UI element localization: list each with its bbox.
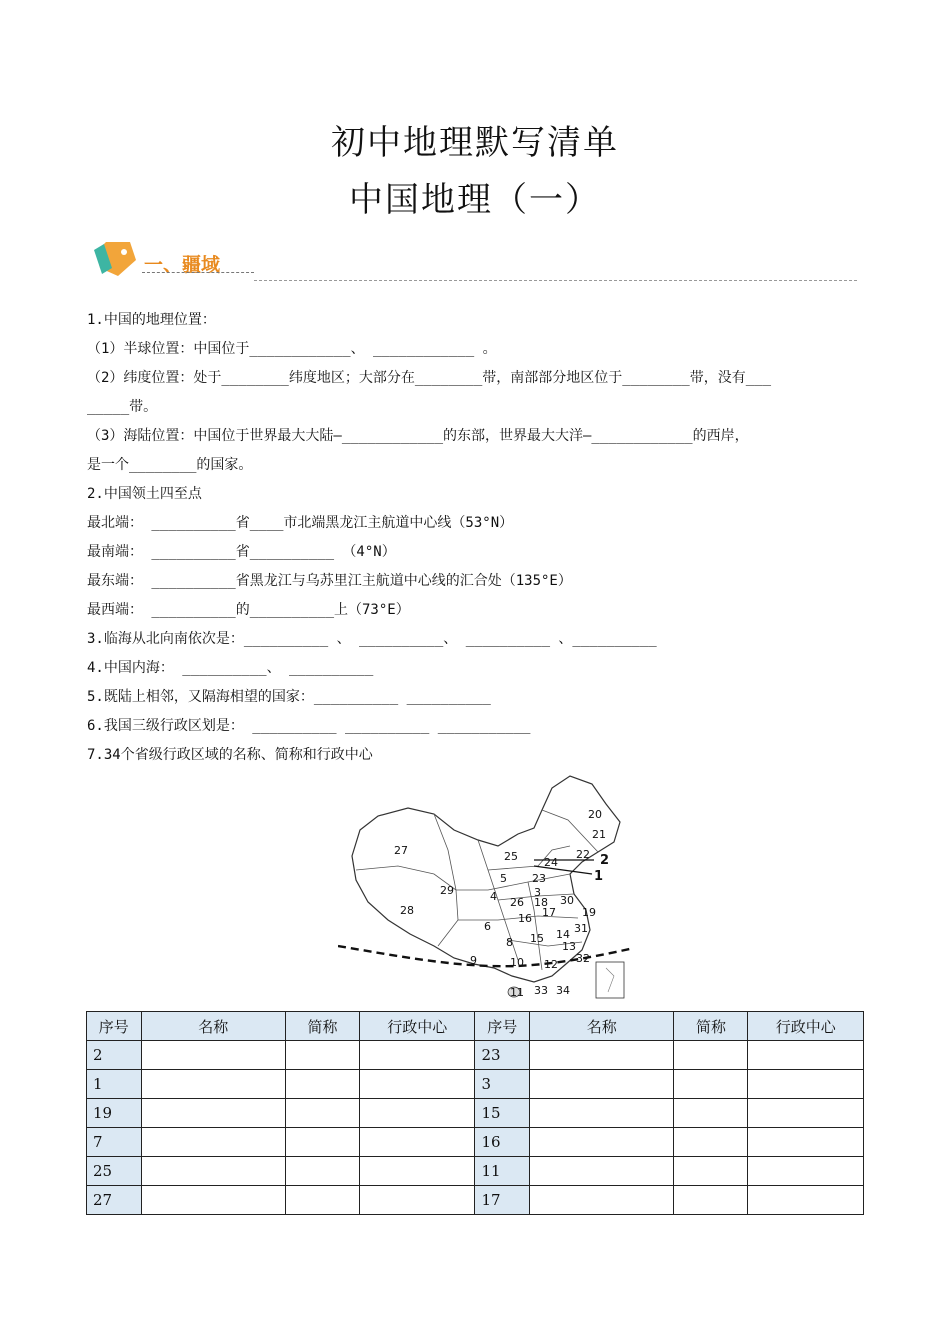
answer-cell[interactable] (748, 1128, 864, 1157)
map-region-label: 17 (542, 906, 556, 919)
row-number: 27 (87, 1186, 142, 1215)
map-region-label: 30 (560, 894, 574, 907)
map-region-label: 11 (510, 986, 524, 999)
row-number: 25 (87, 1157, 142, 1186)
answer-cell[interactable] (359, 1070, 475, 1099)
question-line: 5.既陆上相邻，又隔海相望的国家：__________ __________ (87, 689, 491, 705)
tag-icon (92, 238, 138, 278)
row-number: 23 (475, 1041, 530, 1070)
column-header: 行政中心 (748, 1012, 864, 1041)
column-header: 名称 (141, 1012, 285, 1041)
map-region-label: 21 (592, 828, 606, 841)
map-region-label: 4 (490, 890, 497, 903)
page-subtitle: 中国地理（一） (349, 180, 601, 220)
map-region-label: 5 (500, 872, 507, 885)
question-line: 6.我国三级行政区划是： __________ __________ ___________ (87, 718, 531, 734)
answer-cell[interactable] (674, 1099, 748, 1128)
row-number: 1 (87, 1070, 142, 1099)
row-number: 15 (475, 1099, 530, 1128)
answer-cell[interactable] (141, 1157, 285, 1186)
map-region-label: 22 (576, 848, 590, 861)
answer-cell[interactable] (285, 1157, 359, 1186)
row-number: 3 (475, 1070, 530, 1099)
answer-cell[interactable] (530, 1157, 674, 1186)
table-row (87, 1099, 864, 1128)
question-line: 2.中国领土四至点 (87, 486, 202, 502)
map-region-label: 1 (594, 869, 604, 884)
answer-cell[interactable] (359, 1099, 475, 1128)
map-region-label: 12 (544, 958, 558, 971)
row-number: 2 (87, 1041, 142, 1070)
answer-cell[interactable] (674, 1157, 748, 1186)
map-region-label: 2 (600, 853, 610, 868)
china-province-map (338, 770, 638, 1002)
answer-cell[interactable] (359, 1157, 475, 1186)
answer-cell[interactable] (141, 1070, 285, 1099)
answer-cell[interactable] (359, 1186, 475, 1215)
question-line: 4.中国内海： __________、 __________ (87, 660, 374, 676)
map-region-label: 28 (400, 904, 414, 917)
map-region-label: 20 (588, 808, 602, 821)
answer-cell[interactable] (359, 1128, 475, 1157)
map-region-label: 14 (556, 928, 570, 941)
map-region-label: 34 (556, 984, 570, 997)
map-region-label: 18 (534, 896, 548, 909)
answer-cell[interactable] (141, 1099, 285, 1128)
table-row (87, 1070, 864, 1099)
map-region-label: 32 (576, 952, 590, 965)
answer-cell[interactable] (141, 1186, 285, 1215)
map-region-label: 8 (506, 936, 513, 949)
column-header: 简称 (674, 1012, 748, 1041)
question-line: （3）海陆位置：中国位于世界最大大陆—____________的东部，世界最大大洋—____________的西岸， (87, 428, 749, 444)
map-region-label: 6 (484, 920, 491, 933)
question-line: _____带。 (87, 399, 158, 415)
answer-cell[interactable] (674, 1186, 748, 1215)
answer-cell[interactable] (748, 1041, 864, 1070)
question-line: 最东端： __________省黑龙江与乌苏里江主航道中心线的汇合处（135°E） (87, 573, 572, 589)
answer-cell[interactable] (285, 1186, 359, 1215)
map-region-label: 31 (574, 922, 588, 935)
column-header: 序号 (87, 1012, 142, 1041)
answer-cell[interactable] (285, 1128, 359, 1157)
map-region-label: 9 (470, 954, 477, 967)
column-header: 行政中心 (359, 1012, 475, 1041)
answer-cell[interactable] (530, 1128, 674, 1157)
row-number: 16 (475, 1128, 530, 1157)
question-line: （1）半球位置：中国位于____________、 ____________ 。 (87, 341, 497, 357)
answer-cell[interactable] (530, 1186, 674, 1215)
section-header (92, 236, 857, 280)
question-line: 是一个________的国家。 (87, 457, 253, 473)
divider (254, 280, 857, 281)
answer-cell[interactable] (530, 1041, 674, 1070)
row-number: 19 (87, 1099, 142, 1128)
row-number: 7 (87, 1128, 142, 1157)
answer-cell[interactable] (285, 1041, 359, 1070)
column-header: 名称 (530, 1012, 674, 1041)
map-figure (338, 770, 638, 1002)
answer-cell[interactable] (285, 1099, 359, 1128)
page-title: 初中地理默写清单 (331, 123, 619, 163)
map-region-label: 16 (518, 912, 532, 925)
answer-cell[interactable] (141, 1128, 285, 1157)
map-region-label: 19 (582, 906, 596, 919)
section-title: 一、疆域 (144, 254, 221, 276)
answer-cell[interactable] (530, 1099, 674, 1128)
map-region-label: 10 (510, 956, 524, 969)
question-line: 7.34个省级行政区域的名称、简称和行政中心 (87, 747, 373, 763)
answer-cell[interactable] (674, 1070, 748, 1099)
map-region-label: 15 (530, 932, 544, 945)
map-region-label: 27 (394, 844, 408, 857)
map-region-label: 29 (440, 884, 454, 897)
map-region-label: 3 (534, 886, 541, 899)
answer-cell[interactable] (748, 1157, 864, 1186)
answer-cell[interactable] (674, 1041, 748, 1070)
answer-cell[interactable] (359, 1041, 475, 1070)
question-line: 3.临海从北向南依次是：__________ 、 __________、 __________ 、__________ (87, 631, 657, 647)
map-region-label: 24 (544, 856, 558, 869)
map-region-label: 33 (534, 984, 548, 997)
divider (142, 272, 254, 273)
answer-cell[interactable] (748, 1070, 864, 1099)
answer-cell[interactable] (141, 1041, 285, 1070)
question-line: 最西端： __________的__________上（73°E） (87, 602, 410, 618)
map-region-label: 13 (562, 940, 576, 953)
row-number: 17 (475, 1186, 530, 1215)
column-header: 简称 (285, 1012, 359, 1041)
table-row (87, 1157, 864, 1186)
row-number: 11 (475, 1157, 530, 1186)
question-line: 最南端： __________省__________ （4°N） (87, 544, 396, 560)
table-row (87, 1041, 864, 1070)
answer-cell[interactable] (674, 1128, 748, 1157)
question-line: 1.中国的地理位置： (87, 312, 216, 328)
answer-cell[interactable] (530, 1070, 674, 1099)
table-header-row (87, 1012, 864, 1041)
answer-cell[interactable] (285, 1070, 359, 1099)
question-line: 最北端： __________省____市北端黑龙江主航道中心线（53°N） (87, 515, 514, 531)
table-row (87, 1128, 864, 1157)
table-row (87, 1186, 864, 1215)
column-header: 序号 (475, 1012, 530, 1041)
map-region-label: 26 (510, 896, 524, 909)
map-region-label: 23 (532, 872, 546, 885)
province-table (86, 1011, 864, 1215)
answer-cell[interactable] (748, 1186, 864, 1215)
answer-cell[interactable] (748, 1099, 864, 1128)
question-line: （2）纬度位置：处于________纬度地区；大部分在________带，南部部分地区位于________带，没有___ (87, 370, 772, 386)
worksheet-body (87, 306, 862, 770)
map-region-label: 25 (504, 850, 518, 863)
